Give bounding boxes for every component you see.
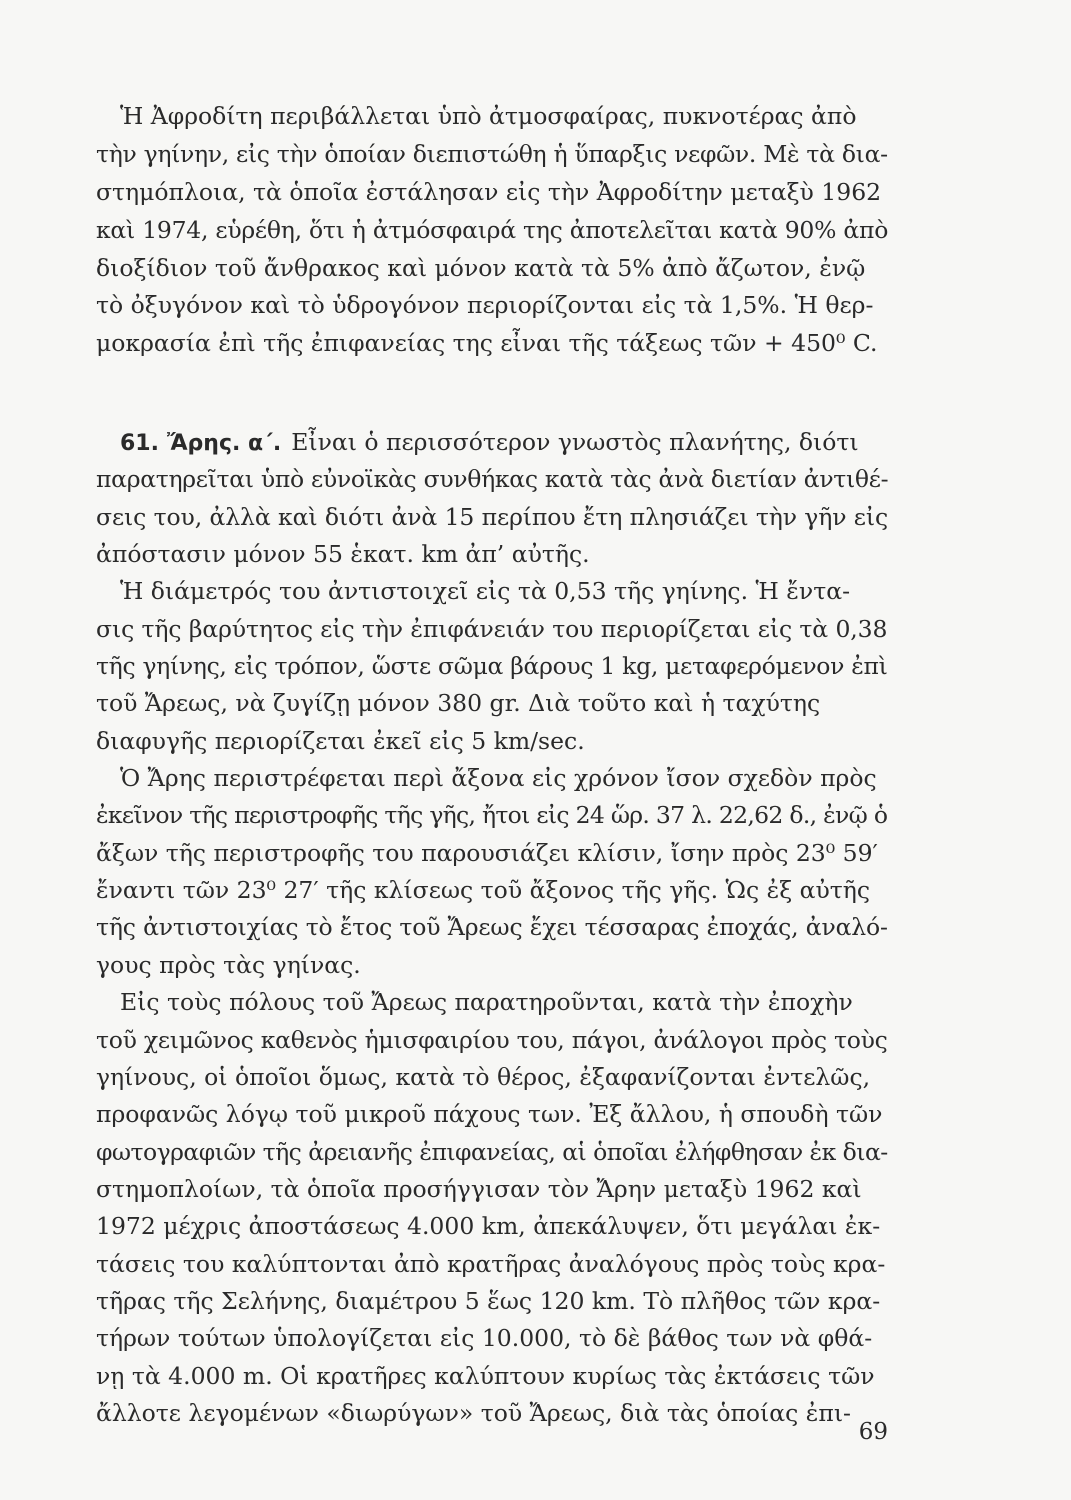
text-line: τῆς γηίνης, εἰς τρόπον, ὥστε σῶμα βάρους 1 kg, μεταφερόμενον ἐπὶ xyxy=(96,652,888,681)
text-line: τοῦ Ἄρεως, νὰ ζυγίζῃ μόνον 380 gr. Διὰ τοῦτο καὶ ἡ ταχύτης xyxy=(96,689,821,718)
text-line: Ἡ Ἀφροδίτη περιβάλλεται ὑπὸ ἀτμοσφαίρας, πυκνοτέρας ἀπὸ xyxy=(120,102,857,130)
text-line: ἐκεῖνον τῆς περιστροφῆς τῆς γῆς, ἤτοι εἰς 24 ὥρ. 37 λ. 22,62 δ., ἐνῷ ὁ xyxy=(96,801,888,830)
paragraph-venus-atmosphere xyxy=(96,98,891,363)
text-line: νῃ τὰ 4.000 m. Οἱ κρατῆρες καλύπτουν κυρίως τὰς ἐκτάσεις τῶν xyxy=(96,1361,875,1390)
text-line: ἄξων τῆς περιστροφῆς του παρουσιάζει κλίσιν, ἴσην πρὸς 23⁰ 59′ xyxy=(96,838,878,867)
text-line: τῆς ἀντιστοιχίας τὸ ἔτος τοῦ Ἄρεως ἔχει τέσσαρας ἐποχάς, ἀναλό- xyxy=(96,913,888,942)
text-line: μοκρασία ἐπὶ τῆς ἐπιφανείας της εἶναι τῆς τάξεως τῶν + 450⁰ C. xyxy=(96,329,878,358)
text-line: 1972 μέχρις ἀποστάσεως 4.000 km, ἀπεκάλυψεν, ὅτι μεγάλαι ἐκ- xyxy=(96,1212,881,1241)
text-line: διαφυγῆς περιορίζεται ἐκεῖ εἰς 5 km/sec. xyxy=(96,726,585,755)
text-line: σις τῆς βαρύτητος εἰς τὴν ἐπιφάνειάν του περιορίζεται εἰς τὰ 0,38 xyxy=(96,614,888,643)
page-number: 69 xyxy=(858,1419,888,1445)
text-line: προφανῶς λόγῳ τοῦ μικροῦ πάχους των. Ἐξ ἄλλου, ἡ σπουδὴ τῶν xyxy=(96,1100,883,1129)
text-line: Εἰς τοὺς πόλους τοῦ Ἄρεως παρατηροῦνται, κατὰ τὴν ἐποχὴν xyxy=(120,988,853,1017)
section-number: 61. xyxy=(120,431,159,456)
text-line: τοῦ χειμῶνος καθενὸς ἡμισφαιρίου του, πάγοι, ἀνάλογοι πρὸς τοὺς xyxy=(96,1025,888,1054)
text-line: γηίνους, οἱ ὁποῖοι ὅμως, κατὰ τὸ θέρος, ἐξαφανίζονται ἐντελῶς, xyxy=(96,1062,871,1091)
text-line: σεις του, ἀλλὰ καὶ διότι ἀνὰ 15 περίπου ἔτη πλησιάζει τὴν γῆν εἰς xyxy=(96,502,889,531)
text-line: παρατηρεῖται ὑπὸ εὐνοϊκὰς συνθήκας κατὰ τὰς ἀνὰ διετίαν ἀντιθέ- xyxy=(96,465,889,494)
section-heading: Ἄρης. α΄. xyxy=(166,431,282,456)
text-line: στημόπλοια, τὰ ὁποῖα ἐστάλησαν εἰς τὴν Ἀφροδίτην μεταξὺ 1962 xyxy=(96,177,882,206)
text-line: ἔναντι τῶν 23⁰ 27′ τῆς κλίσεως τοῦ ἄξονος τῆς γῆς. Ὡς ἐξ αὐτῆς xyxy=(96,876,871,905)
text-line: φωτογραφιῶν τῆς ἀρειανῆς ἐπιφανείας, αἱ ὁποῖαι ἐλήφθησαν ἐκ δια- xyxy=(96,1137,888,1166)
text-line: τήρων τούτων ὑπολογίζεται εἰς 10.000, τὸ δὲ βάθος των νὰ φθά- xyxy=(96,1324,873,1353)
text-line: τὸ ὀξυγόνον καὶ τὸ ὑδρογόνον περιορίζονται εἰς τὰ 1,5%. Ἡ θερ- xyxy=(96,291,874,320)
text-line: διοξίδιον τοῦ ἄνθρακος καὶ μόνον κατὰ τὰ 5% ἀπὸ ἄζωτον, ἐνῷ xyxy=(96,253,866,282)
section-first-line-text: Εἶναι ὁ περισσότερον γνωστὸς πλανήτης, διότι xyxy=(291,428,859,456)
text-line: τὴν γηίνην, εἰς τὴν ὁποίαν διεπιστώθη ἡ ὕπαρξις νεφῶν. Μὲ τὰ δια- xyxy=(96,139,888,168)
text-line: τάσεις του καλύπτονται ἀπὸ κρατῆρας ἀναλόγους πρὸς τοὺς κρα- xyxy=(96,1249,886,1278)
text-line: γους πρὸς τὰς γηίνας. xyxy=(96,950,361,979)
section-first-line xyxy=(96,424,891,461)
text-line: ἄλλοτε λεγομένων «διωρύγων» τοῦ Ἄρεως, διὰ τὰς ὁποίας ἐπι- xyxy=(96,1398,851,1427)
section-mars xyxy=(96,424,891,1432)
text-line: ἀπόστασιν μόνον 55 ἑκατ. km ἀπ’ αὐτῆς. xyxy=(96,540,590,569)
text-line: τῆρας τῆς Σελήνης, διαμέτρου 5 ἕως 120 km. Τὸ πλῆθος τῶν κρα- xyxy=(96,1286,881,1315)
text-line: Ἡ διάμετρός του ἀντιστοιχεῖ εἰς τὰ 0,53 τῆς γηίνης. Ἡ ἔντα- xyxy=(120,577,851,606)
text-line: καὶ 1974, εὑρέθη, ὅτι ἡ ἀτμόσφαιρά της ἀποτελεῖται κατὰ 90% ἀπὸ xyxy=(96,215,889,244)
text-line: στημοπλοίων, τὰ ὁποῖα προσήγγισαν τὸν Ἄρην μεταξὺ 1962 καὶ xyxy=(96,1174,862,1203)
text-line: Ὁ Ἄρης περιστρέφεται περὶ ἄξονα εἰς χρόνον ἴσον σχεδὸν πρὸς xyxy=(120,764,877,793)
